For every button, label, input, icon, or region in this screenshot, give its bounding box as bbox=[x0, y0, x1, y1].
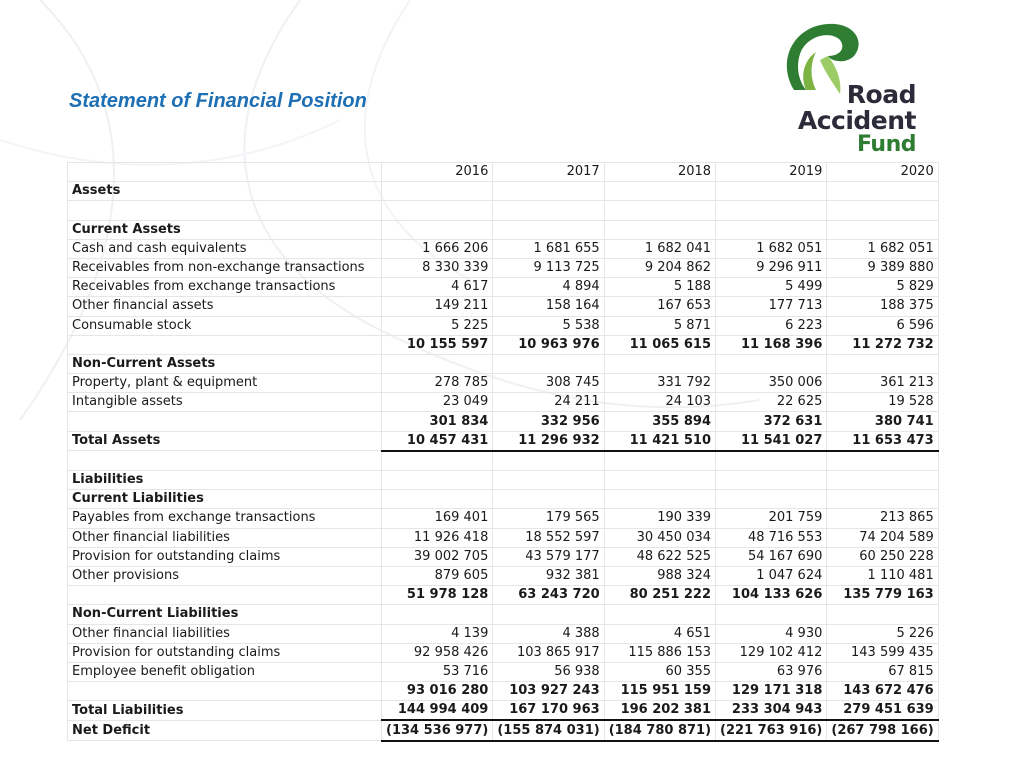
value-cell bbox=[493, 354, 604, 373]
value-cell: 5 225 bbox=[382, 316, 493, 335]
value-cell: 92 958 426 bbox=[382, 643, 493, 662]
table-row bbox=[68, 393, 939, 412]
value-cell: 11 926 418 bbox=[382, 528, 493, 547]
value-cell: 39 002 705 bbox=[382, 547, 493, 566]
value-cell: 43 579 177 bbox=[493, 547, 604, 566]
value-cell: 4 139 bbox=[382, 624, 493, 643]
value-cell: 1 682 041 bbox=[604, 239, 715, 258]
value-cell: 63 976 bbox=[716, 662, 827, 681]
value-cell: 158 164 bbox=[493, 297, 604, 316]
value-cell bbox=[382, 220, 493, 239]
value-cell: 331 792 bbox=[604, 374, 715, 393]
value-cell: (184 780 871) bbox=[604, 720, 715, 740]
table-row bbox=[68, 163, 939, 182]
row-label: Non-Current Assets bbox=[68, 354, 382, 373]
table-row bbox=[68, 566, 939, 585]
value-cell: 179 565 bbox=[493, 509, 604, 528]
value-cell: 104 133 626 bbox=[716, 586, 827, 605]
table-row bbox=[68, 682, 939, 701]
value-cell: 51 978 128 bbox=[382, 586, 493, 605]
value-cell: 149 211 bbox=[382, 297, 493, 316]
value-cell: 6 596 bbox=[827, 316, 938, 335]
value-cell bbox=[604, 490, 715, 509]
value-cell: 4 894 bbox=[493, 278, 604, 297]
row-label: Net Deficit bbox=[68, 720, 382, 740]
value-cell bbox=[493, 490, 604, 509]
table-row bbox=[68, 701, 939, 721]
value-cell: 135 779 163 bbox=[827, 586, 938, 605]
value-cell bbox=[493, 182, 604, 201]
value-cell: 190 339 bbox=[604, 509, 715, 528]
value-cell: 93 016 280 bbox=[382, 682, 493, 701]
value-cell: 11 168 396 bbox=[716, 335, 827, 354]
row-label: Assets bbox=[68, 182, 382, 201]
row-label: Total Liabilities bbox=[68, 701, 382, 721]
value-cell: 9 389 880 bbox=[827, 258, 938, 277]
value-cell: 6 223 bbox=[716, 316, 827, 335]
value-cell bbox=[716, 182, 827, 201]
table-body bbox=[68, 163, 939, 741]
value-cell: 5 871 bbox=[604, 316, 715, 335]
value-cell: 167 170 963 bbox=[493, 701, 604, 721]
table-row bbox=[68, 451, 939, 471]
value-cell bbox=[382, 354, 493, 373]
value-cell: 1 110 481 bbox=[827, 566, 938, 585]
value-cell: 372 631 bbox=[716, 412, 827, 431]
value-cell: 11 421 510 bbox=[604, 431, 715, 451]
value-cell: 60 250 228 bbox=[827, 547, 938, 566]
value-cell: 4 651 bbox=[604, 624, 715, 643]
value-cell bbox=[827, 605, 938, 624]
table-row bbox=[68, 662, 939, 681]
value-cell: 188 375 bbox=[827, 297, 938, 316]
value-cell: 196 202 381 bbox=[604, 701, 715, 721]
value-cell: 5 538 bbox=[493, 316, 604, 335]
table-row bbox=[68, 431, 939, 451]
value-cell: 129 102 412 bbox=[716, 643, 827, 662]
row-label: Provision for outstanding claims bbox=[68, 547, 382, 566]
row-label: Consumable stock bbox=[68, 316, 382, 335]
value-cell: 144 994 409 bbox=[382, 701, 493, 721]
value-cell: 143 672 476 bbox=[827, 682, 938, 701]
value-cell: 1 682 051 bbox=[827, 239, 938, 258]
row-label: Receivables from non-exchange transactions bbox=[68, 258, 382, 277]
value-cell: 332 956 bbox=[493, 412, 604, 431]
value-cell bbox=[716, 451, 827, 471]
row-label: Other financial liabilities bbox=[68, 528, 382, 547]
row-label bbox=[68, 586, 382, 605]
value-cell bbox=[716, 220, 827, 239]
value-cell: (267 798 166) bbox=[827, 720, 938, 740]
value-cell bbox=[604, 220, 715, 239]
row-label: Receivables from exchange transactions bbox=[68, 278, 382, 297]
value-cell: 932 381 bbox=[493, 566, 604, 585]
value-cell bbox=[382, 605, 493, 624]
table-row bbox=[68, 182, 939, 201]
value-cell: 10 457 431 bbox=[382, 431, 493, 451]
page-title: Statement of Financial Position bbox=[69, 90, 367, 112]
value-cell: 169 401 bbox=[382, 509, 493, 528]
value-cell bbox=[382, 451, 493, 471]
value-cell: 5 226 bbox=[827, 624, 938, 643]
value-cell: 63 243 720 bbox=[493, 586, 604, 605]
value-cell: 11 272 732 bbox=[827, 335, 938, 354]
value-cell: 10 963 976 bbox=[493, 335, 604, 354]
value-cell: 308 745 bbox=[493, 374, 604, 393]
value-cell: 355 894 bbox=[604, 412, 715, 431]
value-cell bbox=[827, 220, 938, 239]
value-cell bbox=[493, 220, 604, 239]
table-row bbox=[68, 374, 939, 393]
value-cell: 167 653 bbox=[604, 297, 715, 316]
value-cell bbox=[716, 201, 827, 220]
value-cell: 11 653 473 bbox=[827, 431, 938, 451]
table-row bbox=[68, 239, 939, 258]
value-cell: 60 355 bbox=[604, 662, 715, 681]
table-row bbox=[68, 278, 939, 297]
value-cell: 4 617 bbox=[382, 278, 493, 297]
value-cell bbox=[716, 354, 827, 373]
row-label bbox=[68, 451, 382, 471]
value-cell: 80 251 222 bbox=[604, 586, 715, 605]
road-accident-fund-logo bbox=[776, 20, 926, 160]
year-header-cell: 2017 bbox=[493, 163, 604, 182]
value-cell: 5 188 bbox=[604, 278, 715, 297]
value-cell: 53 716 bbox=[382, 662, 493, 681]
value-cell: 23 049 bbox=[382, 393, 493, 412]
table-row bbox=[68, 297, 939, 316]
row-label bbox=[68, 201, 382, 220]
value-cell: 67 815 bbox=[827, 662, 938, 681]
logo-text-fund: Fund bbox=[856, 132, 916, 157]
value-cell: 9 204 862 bbox=[604, 258, 715, 277]
value-cell: 4 388 bbox=[493, 624, 604, 643]
value-cell: 24 103 bbox=[604, 393, 715, 412]
value-cell: 988 324 bbox=[604, 566, 715, 585]
logo-text-road: Road bbox=[846, 80, 916, 109]
year-header-cell: 2016 bbox=[382, 163, 493, 182]
value-cell: 9 113 725 bbox=[493, 258, 604, 277]
value-cell: 213 865 bbox=[827, 509, 938, 528]
table-row bbox=[68, 547, 939, 566]
financial-position-table bbox=[67, 162, 939, 742]
value-cell: 103 865 917 bbox=[493, 643, 604, 662]
value-cell: 115 886 153 bbox=[604, 643, 715, 662]
value-cell bbox=[604, 182, 715, 201]
row-label: Employee benefit obligation bbox=[68, 662, 382, 681]
value-cell bbox=[382, 490, 493, 509]
value-cell bbox=[493, 451, 604, 471]
value-cell bbox=[382, 182, 493, 201]
value-cell: 11 296 932 bbox=[493, 431, 604, 451]
value-cell: 18 552 597 bbox=[493, 528, 604, 547]
value-cell: 11 541 027 bbox=[716, 431, 827, 451]
value-cell: (155 874 031) bbox=[493, 720, 604, 740]
table-row bbox=[68, 490, 939, 509]
value-cell bbox=[827, 182, 938, 201]
row-label: Liabilities bbox=[68, 471, 382, 490]
value-cell: 103 927 243 bbox=[493, 682, 604, 701]
value-cell bbox=[716, 471, 827, 490]
value-cell: 279 451 639 bbox=[827, 701, 938, 721]
value-cell: 11 065 615 bbox=[604, 335, 715, 354]
value-cell: 30 450 034 bbox=[604, 528, 715, 547]
value-cell: 8 330 339 bbox=[382, 258, 493, 277]
table-row bbox=[68, 528, 939, 547]
value-cell: 10 155 597 bbox=[382, 335, 493, 354]
table-row bbox=[68, 643, 939, 662]
value-cell: 177 713 bbox=[716, 297, 827, 316]
table-row bbox=[68, 335, 939, 354]
logo-text-accident: Accident bbox=[797, 106, 916, 135]
value-cell bbox=[604, 354, 715, 373]
value-cell bbox=[827, 471, 938, 490]
value-cell bbox=[382, 201, 493, 220]
year-header-cell: 2018 bbox=[604, 163, 715, 182]
value-cell: 22 625 bbox=[716, 393, 827, 412]
value-cell: 201 759 bbox=[716, 509, 827, 528]
value-cell bbox=[604, 471, 715, 490]
table-row bbox=[68, 412, 939, 431]
value-cell bbox=[493, 471, 604, 490]
year-header-cell: 2020 bbox=[827, 163, 938, 182]
value-cell: 879 605 bbox=[382, 566, 493, 585]
row-label: Other provisions bbox=[68, 566, 382, 585]
row-label bbox=[68, 335, 382, 354]
value-cell: 278 785 bbox=[382, 374, 493, 393]
table-row bbox=[68, 316, 939, 335]
table-row bbox=[68, 201, 939, 220]
table-row bbox=[68, 605, 939, 624]
row-label: Total Assets bbox=[68, 431, 382, 451]
row-label: Payables from exchange transactions bbox=[68, 509, 382, 528]
value-cell: 48 622 525 bbox=[604, 547, 715, 566]
value-cell: 1 666 206 bbox=[382, 239, 493, 258]
value-cell: (134 536 977) bbox=[382, 720, 493, 740]
value-cell bbox=[827, 451, 938, 471]
value-cell bbox=[604, 201, 715, 220]
value-cell: 301 834 bbox=[382, 412, 493, 431]
row-label: Other financial assets bbox=[68, 297, 382, 316]
value-cell: 233 304 943 bbox=[716, 701, 827, 721]
row-label: Non-Current Liabilities bbox=[68, 605, 382, 624]
value-cell: 115 951 159 bbox=[604, 682, 715, 701]
value-cell: 5 499 bbox=[716, 278, 827, 297]
row-label: Intangible assets bbox=[68, 393, 382, 412]
table-row bbox=[68, 220, 939, 239]
row-label: Current Liabilities bbox=[68, 490, 382, 509]
value-cell bbox=[827, 354, 938, 373]
value-cell: 56 938 bbox=[493, 662, 604, 681]
value-cell: 5 829 bbox=[827, 278, 938, 297]
table-row bbox=[68, 471, 939, 490]
value-cell bbox=[716, 490, 827, 509]
row-label bbox=[68, 412, 382, 431]
value-cell bbox=[604, 605, 715, 624]
row-label: Other financial liabilities bbox=[68, 624, 382, 643]
value-cell: 143 599 435 bbox=[827, 643, 938, 662]
row-label bbox=[68, 163, 382, 182]
value-cell: 24 211 bbox=[493, 393, 604, 412]
table-row bbox=[68, 624, 939, 643]
table-row bbox=[68, 354, 939, 373]
table-row bbox=[68, 586, 939, 605]
value-cell bbox=[716, 605, 827, 624]
row-label: Property, plant & equipment bbox=[68, 374, 382, 393]
row-label: Provision for outstanding claims bbox=[68, 643, 382, 662]
value-cell: 1 047 624 bbox=[716, 566, 827, 585]
value-cell: 4 930 bbox=[716, 624, 827, 643]
value-cell bbox=[493, 605, 604, 624]
value-cell: 129 171 318 bbox=[716, 682, 827, 701]
value-cell: 1 681 655 bbox=[493, 239, 604, 258]
row-label: Cash and cash equivalents bbox=[68, 239, 382, 258]
value-cell bbox=[382, 471, 493, 490]
value-cell: 1 682 051 bbox=[716, 239, 827, 258]
value-cell: 19 528 bbox=[827, 393, 938, 412]
table-row bbox=[68, 258, 939, 277]
value-cell: 380 741 bbox=[827, 412, 938, 431]
value-cell: 361 213 bbox=[827, 374, 938, 393]
table-row bbox=[68, 509, 939, 528]
value-cell: 9 296 911 bbox=[716, 258, 827, 277]
value-cell bbox=[827, 201, 938, 220]
value-cell bbox=[493, 201, 604, 220]
value-cell: 74 204 589 bbox=[827, 528, 938, 547]
value-cell bbox=[827, 490, 938, 509]
value-cell bbox=[604, 451, 715, 471]
value-cell: 48 716 553 bbox=[716, 528, 827, 547]
year-header-cell: 2019 bbox=[716, 163, 827, 182]
value-cell: (221 763 916) bbox=[716, 720, 827, 740]
row-label bbox=[68, 682, 382, 701]
row-label: Current Assets bbox=[68, 220, 382, 239]
table-row bbox=[68, 720, 939, 740]
value-cell: 350 006 bbox=[716, 374, 827, 393]
value-cell: 54 167 690 bbox=[716, 547, 827, 566]
